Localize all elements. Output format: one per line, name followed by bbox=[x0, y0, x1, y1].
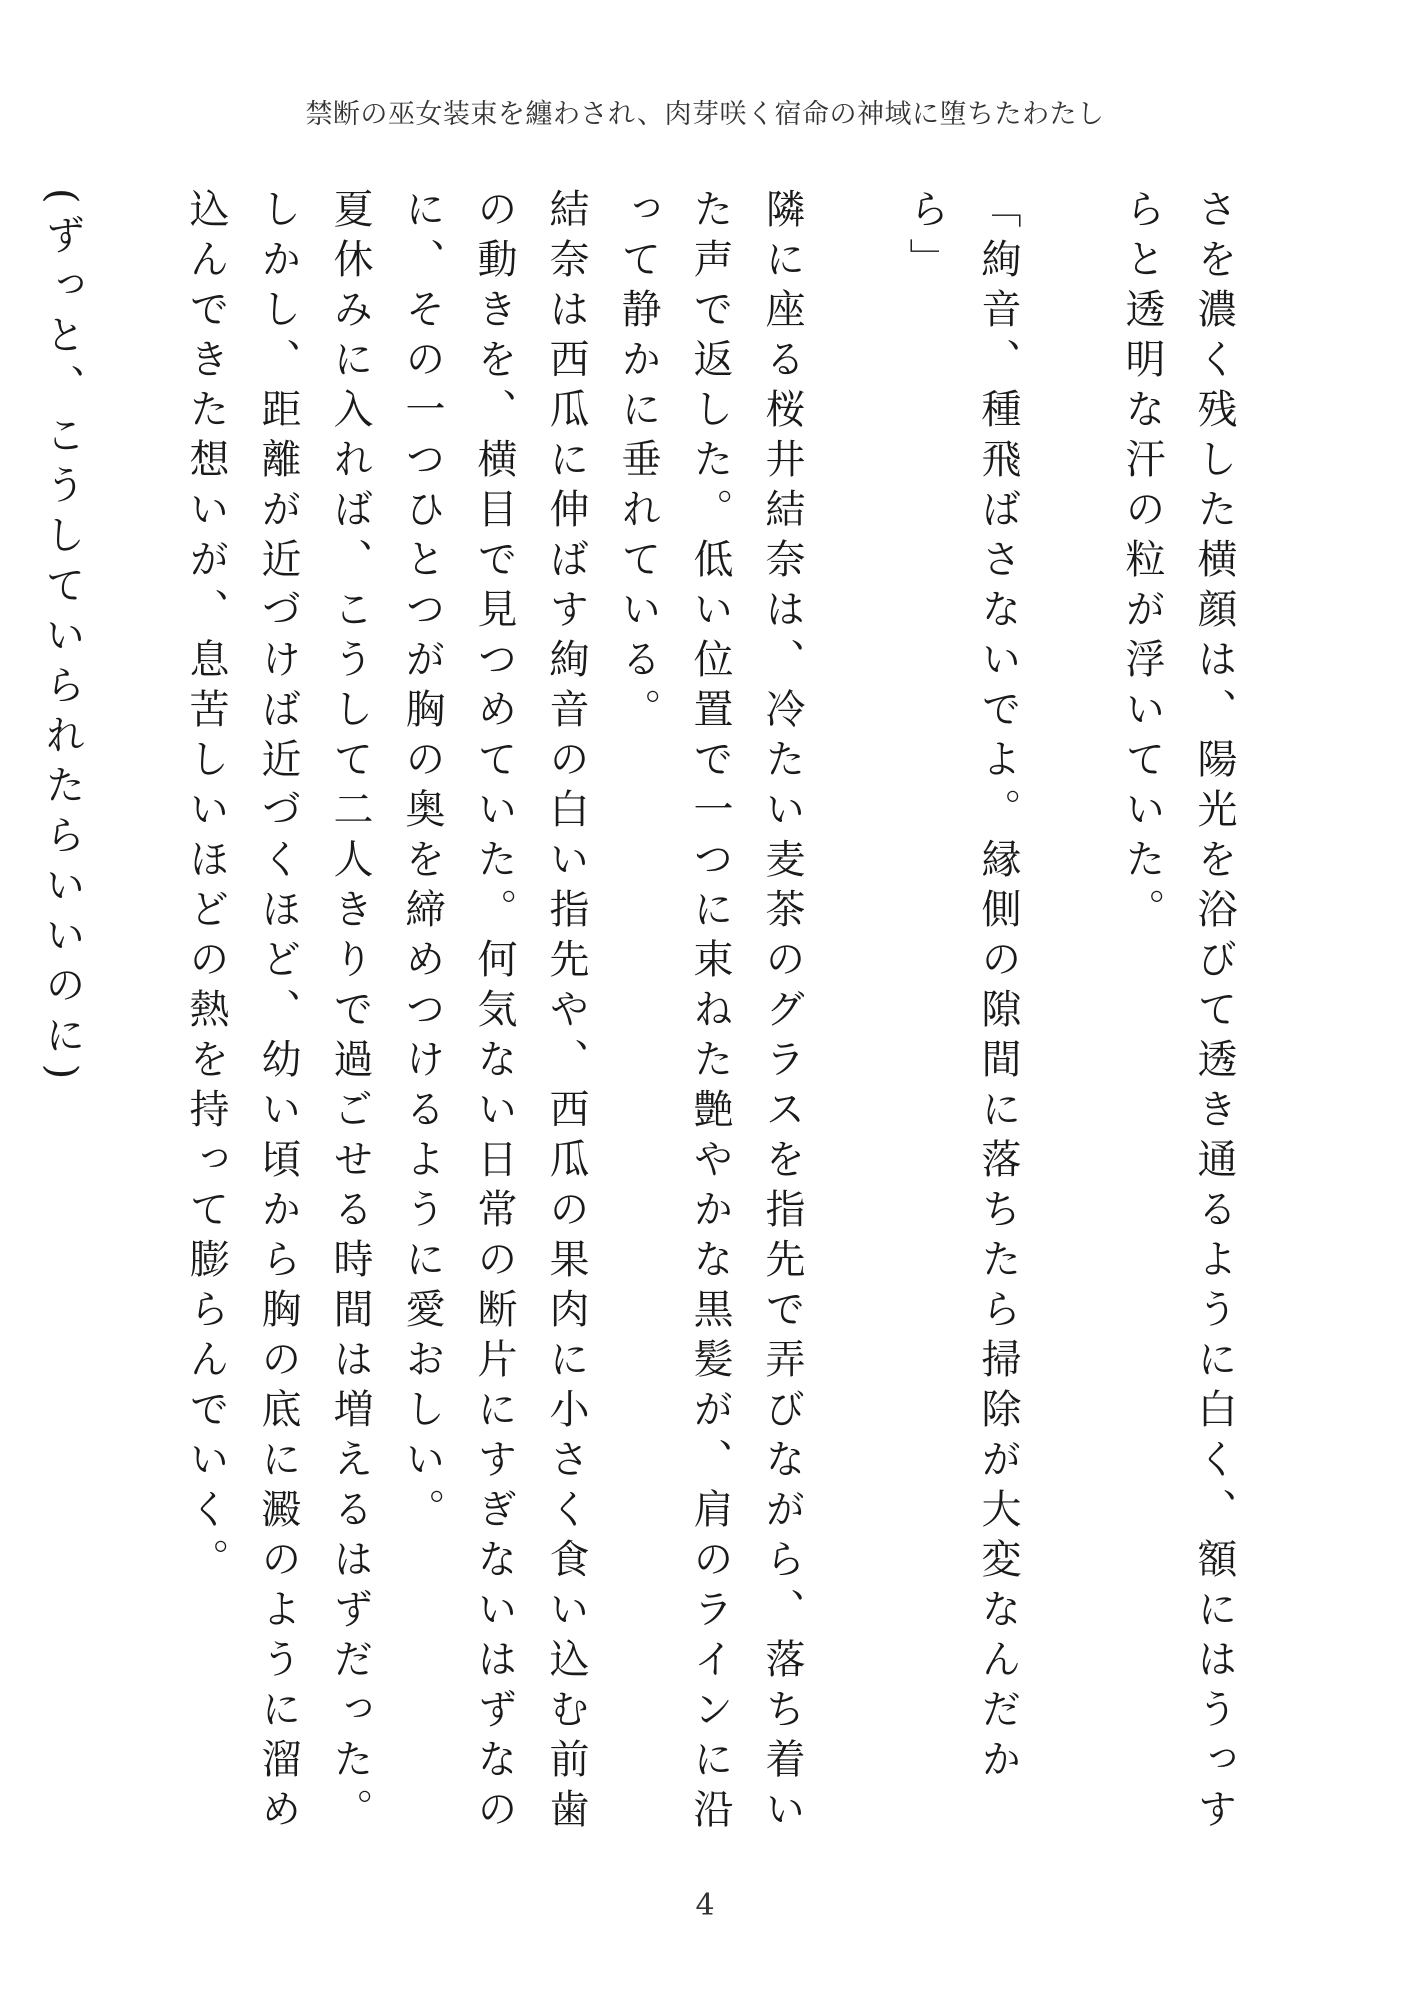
paragraph-inner-thought: (ずっと、こうしていられたらいいのに) bbox=[39, 188, 85, 1090]
paragraph-blank-2 bbox=[818, 188, 890, 1858]
page-number: 4 bbox=[695, 1888, 715, 1923]
paragraph-dialogue-1: 「絢音、種飛ばさないでよ。縁側の隙間に落ちたら掃除が大変なんだから」 bbox=[903, 188, 1021, 1788]
paragraph-1: さを濃く残した横顔は、陽光を浴びて透き通るように白く、額にはうっすらと透明な汗の粒が浮いていた。 bbox=[1119, 188, 1237, 1838]
running-header-title: 禁断の巫女装束を纏わされ、肉芽咲く宿命の神域に堕ちたわたし bbox=[305, 99, 1105, 130]
paragraph-blank-1 bbox=[1034, 188, 1106, 1858]
vertical-body-text bbox=[39, 188, 1250, 1858]
paragraph-4: 夏休みに入れば、こうして二人きりで過ごせる時間は増えるはずだった。しかし、距離が近づけば近づくほど、幼い頃から胸の底に澱のように溜め込んできた想いが、息苦しいほどの熱を持って膨らんでいく。 bbox=[183, 188, 373, 1838]
paragraph-blank-3 bbox=[98, 188, 170, 1858]
paragraph-3: 結奈は西瓜に伸ばす絢音の白い指先や、西瓜の果肉に小さく食い込む前歯の動きを、横目で見つめていた。何気ない日常の断片にすぎないはずなのに、その一つひとつが胸の奥を締めつけるように愛おしい。 bbox=[399, 188, 589, 1838]
paragraph-2: 隣に座る桜井結奈は、冷たい麦茶のグラスを指先で弄びながら、落ち着いた声で返した。低い位置で一つに束ねた艶やかな黒髪が、肩のラインに沿って静かに垂れている。 bbox=[615, 188, 805, 1838]
